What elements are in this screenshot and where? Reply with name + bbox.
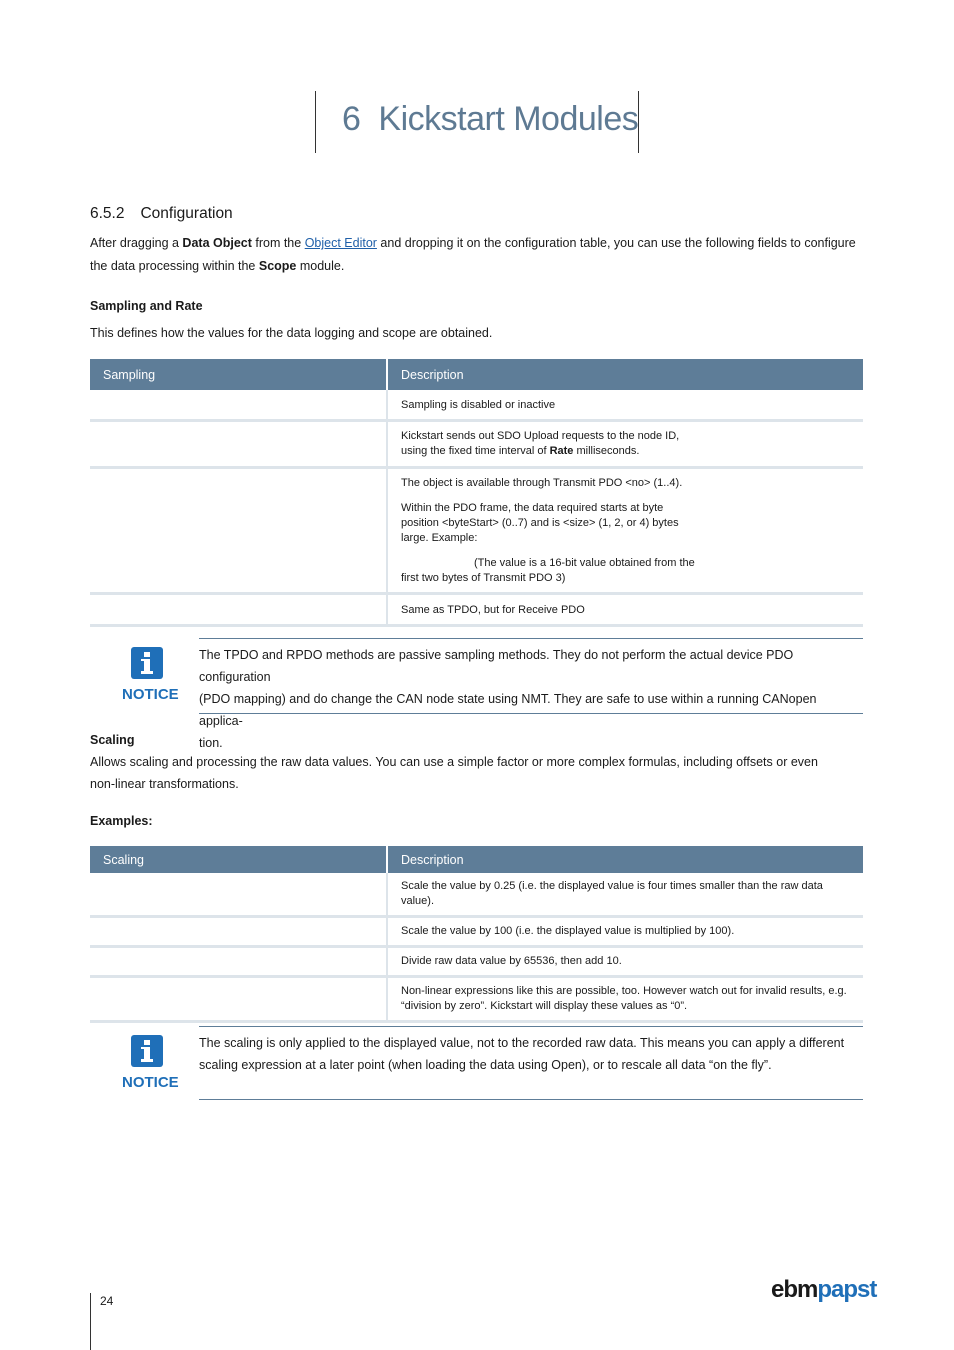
intro-text-2: from the (251, 236, 305, 250)
section-number: 6.5.2 (90, 205, 125, 222)
scaling-table (90, 846, 863, 1023)
footer-bar (90, 1293, 91, 1350)
chapter-number: 6 (342, 100, 361, 138)
row-desc-line: Non-linear expressions like this are possible, too. However watch out for invalid results, e.g. (401, 985, 847, 997)
ebmpapst-logo (771, 1276, 876, 1304)
row-desc-line: milliseconds. (573, 445, 640, 457)
row-desc (401, 501, 850, 546)
table-row (90, 468, 863, 594)
description-cell (387, 594, 863, 626)
description-cell (387, 390, 863, 421)
notice-label: NOTICE (122, 686, 179, 703)
notice-line: tion. (199, 736, 223, 750)
row-desc (401, 556, 850, 586)
row-desc-line: “division by zero”. Kickstart will display these values as “0”. (401, 1000, 688, 1012)
table-row (90, 390, 863, 421)
intro-bold-scope: Scope (258, 259, 297, 273)
notice-text (199, 1027, 863, 1076)
sampling-text: This defines how the values for the data logging and scope are obtained. (90, 326, 493, 340)
sampling-col-header: Sampling (90, 359, 387, 390)
info-icon (131, 1035, 163, 1067)
description-cell (387, 873, 863, 917)
chapter-title-text: Kickstart Modules (378, 100, 639, 138)
description-col-header: Description (387, 359, 863, 390)
notice-line: The TPDO and RPDO methods are passive sampling methods. They do not perform the actual device PDO configuration (199, 648, 794, 684)
sampling-cell (90, 468, 387, 594)
object-editor-link[interactable]: Object Editor (304, 236, 377, 250)
examples-heading: Examples: (90, 814, 153, 828)
page-number: 24 (100, 1294, 114, 1308)
description-cell (387, 917, 863, 947)
sampling-cell (90, 390, 387, 421)
row-desc: Scale the value by 0.25 (i.e. the displayed value is four times smaller than the raw data value). (401, 880, 823, 907)
table-row (90, 947, 863, 977)
sampling-heading: Sampling and Rate (90, 299, 203, 313)
notice-box (199, 638, 863, 750)
sampling-cell (90, 421, 387, 468)
scaling-cell (90, 947, 387, 977)
row-desc-line: first two bytes of Transmit PDO 3) (401, 572, 566, 584)
intro-text-3: and dropping it on the configuration table, you can use the following fields to configure the data processing within the (90, 236, 856, 273)
description-col-header: Description (387, 846, 863, 873)
intro-text-4: module. (296, 259, 345, 273)
scaling-text (90, 751, 865, 795)
table-row (90, 977, 863, 1022)
scaling-cell (90, 977, 387, 1022)
sampling-cell (90, 594, 387, 626)
section-title: Configuration (140, 205, 233, 222)
table-header-row (90, 359, 863, 390)
row-desc-line: using the fixed time interval of (401, 445, 550, 457)
row-desc (401, 984, 850, 1014)
table-row (90, 873, 863, 917)
row-desc-line: large. Example: (401, 532, 478, 544)
row-desc: Scale the value by 100 (i.e. the displayed value is multiplied by 100). (401, 925, 735, 937)
notice-line: scaling expression at a later point (when loading the data using Open), or to rescale all data “on the fly”. (199, 1058, 772, 1072)
sampling-table (90, 359, 863, 627)
description-cell (387, 947, 863, 977)
row-desc: Sampling is disabled or inactive (401, 399, 556, 411)
row-desc: Divide raw data value by 65536, then add 10. (401, 955, 622, 967)
description-cell (387, 468, 863, 594)
section-heading (90, 205, 233, 223)
row-desc: The object is available through Transmit PDO <no> (1..4). (401, 477, 683, 489)
scaling-col-header: Scaling (90, 846, 387, 873)
chapter-title (342, 100, 638, 139)
row-desc-line: Kickstart sends out SDO Upload requests to the node ID, (401, 430, 680, 442)
scaling-cell (90, 873, 387, 917)
intro-bold-data-object: Data Object (182, 236, 252, 250)
table-row (90, 421, 863, 468)
scaling-line: non-linear transformations. (90, 777, 239, 791)
description-cell (387, 421, 863, 468)
table-row (90, 917, 863, 947)
scaling-cell (90, 917, 387, 947)
notice-line: (PDO mapping) and do change the CAN node state using NMT. They are safe to use within a running CANopen applica- (199, 692, 817, 728)
logo-part-a: ebm (771, 1276, 818, 1303)
description-cell (387, 977, 863, 1022)
intro-text-1: After dragging a (90, 236, 183, 250)
rate-bold: Rate (549, 445, 574, 457)
table-header-row (90, 846, 863, 873)
logo-part-b: papst (817, 1276, 877, 1303)
row-desc (401, 429, 850, 459)
row-desc: Same as TPDO, but for Receive PDO (401, 604, 585, 616)
intro-paragraph (90, 232, 865, 278)
notice-text (199, 639, 863, 754)
row-desc-line: Within the PDO frame, the data required starts at byte (401, 502, 664, 514)
row-desc-line: position <byteStart> (0..7) and is <size> (1, 2, or 4) bytes (401, 517, 679, 529)
notice-line: The scaling is only applied to the displayed value, not to the recorded raw data. This means you can apply a different (199, 1036, 845, 1050)
notice-box (199, 1026, 863, 1100)
scaling-line: Allows scaling and processing the raw data values. You can use a simple factor or more complex formulas, including offsets or even (90, 755, 818, 769)
scaling-heading: Scaling (90, 733, 135, 747)
row-desc-line: (The value is a 16-bit value obtained from the (474, 557, 695, 569)
chapter-bar-left (315, 91, 316, 153)
notice-label: NOTICE (122, 1074, 179, 1091)
table-row (90, 594, 863, 626)
info-icon (131, 647, 163, 679)
